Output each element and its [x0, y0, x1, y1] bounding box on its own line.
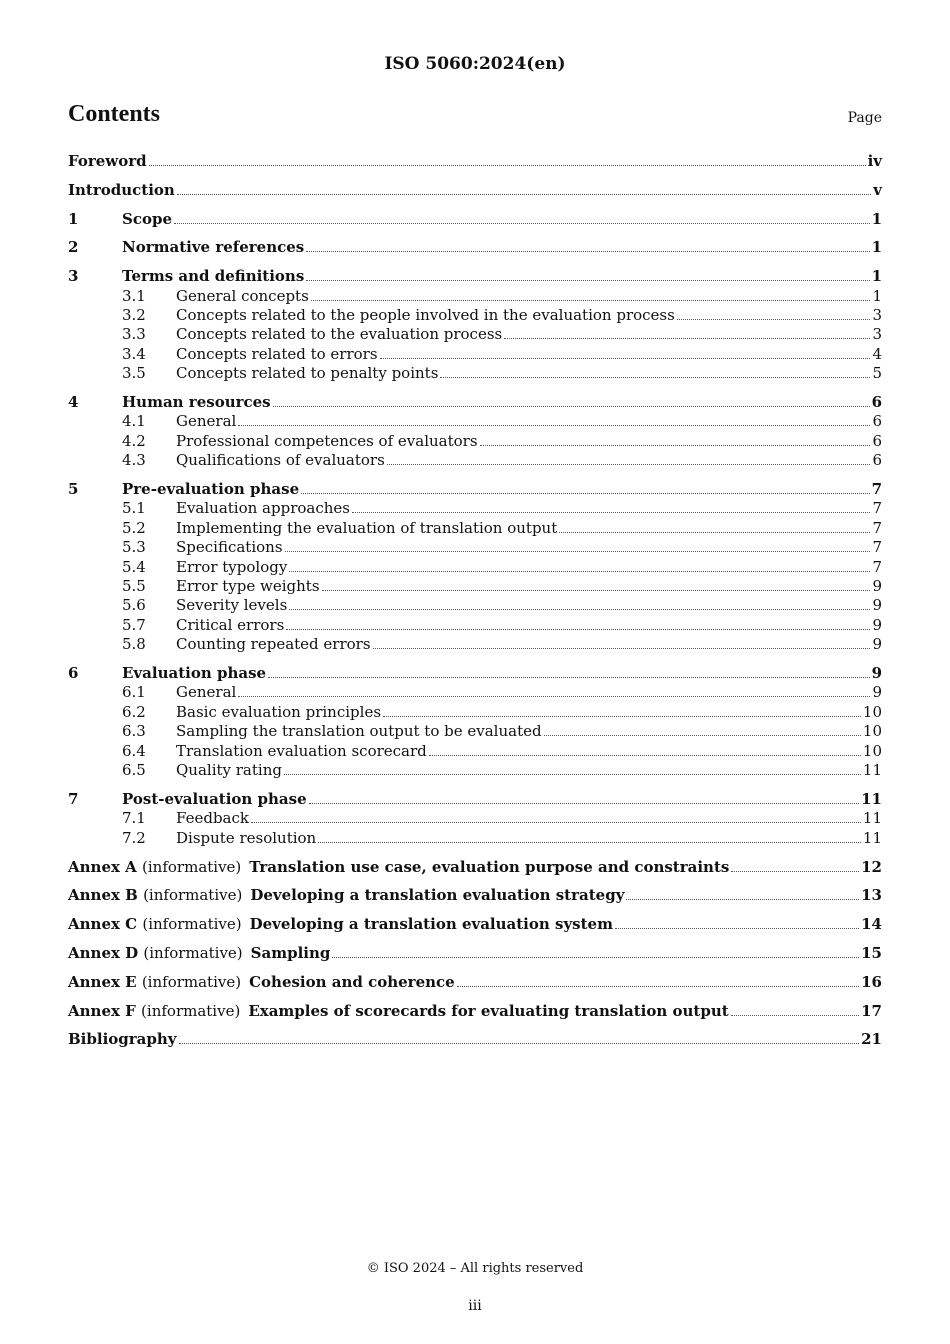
entry-page: iv: [867, 152, 882, 170]
annex-heading: [68, 1002, 248, 1021]
dot-leader: [286, 629, 870, 630]
subsection-number: 4.3: [122, 451, 146, 470]
subsection-page: 7: [872, 499, 882, 518]
entry-title: Foreword: [68, 152, 147, 170]
annex-label: Annex E: [68, 972, 137, 991]
subsection-page: 9: [872, 596, 882, 615]
subsection-page: 1: [872, 286, 882, 305]
section-page: 7: [871, 480, 882, 499]
dot-leader: [238, 696, 870, 697]
subsection-page: 6: [872, 451, 882, 470]
toc-entry[interactable]: [68, 412, 882, 431]
subsection-page: 9: [872, 577, 882, 596]
subsection-page: 11: [862, 761, 882, 780]
toc-entry[interactable]: [68, 393, 882, 412]
annex-title: Developing a translation evaluation system: [249, 915, 613, 934]
toc-entry[interactable]: [68, 306, 882, 325]
toc-entry[interactable]: [68, 287, 882, 306]
annex-informative: (informative): [141, 972, 242, 991]
annex-title: Examples of scorecards for evaluating translation output: [248, 1001, 729, 1020]
subsection-title: Counting repeated errors: [176, 635, 371, 654]
annex-label: Annex A: [68, 857, 137, 876]
subsection-title: Qualifications of evaluators: [176, 451, 385, 470]
document-id: ISO 5060:2024(en): [384, 54, 566, 74]
subsection-title: Translation evaluation scorecard: [176, 741, 427, 760]
section-number: 6: [68, 664, 79, 683]
dot-leader: [306, 251, 869, 252]
section-title: Pre-evaluation phase: [122, 480, 300, 499]
subsection-page: 7: [872, 557, 882, 576]
annex-informative: (informative): [143, 886, 243, 905]
subsection-number: 5.2: [122, 518, 146, 537]
annex-title: Sampling: [250, 943, 331, 962]
annex-title: Cohesion and coherence: [249, 972, 455, 991]
dot-leader: [373, 648, 871, 649]
subsection-title: General: [176, 683, 237, 702]
annex-informative: (informative): [142, 915, 242, 934]
subsection-title: Concepts related to the people involved in the evaluation process: [176, 306, 675, 324]
section-title: Post-evaluation phase: [122, 789, 307, 808]
annex-page: 13: [861, 886, 882, 905]
annex-page: 15: [861, 943, 882, 962]
toc-entry[interactable]: [68, 152, 882, 171]
page-column-label: Page: [847, 110, 882, 126]
subsection-title: Implementing the evaluation of translation output: [176, 518, 558, 537]
dot-leader: [429, 755, 861, 756]
annex-heading: [68, 915, 250, 934]
subsection-number: 7.1: [122, 809, 146, 828]
annex-informative: (informative): [143, 943, 243, 962]
toc-entry[interactable]: [68, 683, 882, 702]
subsection-number: 3.1: [122, 286, 146, 305]
section-page: 11: [861, 789, 882, 808]
annex-heading: [68, 858, 249, 877]
dot-leader: [177, 194, 871, 195]
dot-leader: [284, 774, 861, 775]
subsection-page: 7: [872, 538, 882, 557]
toc-entry[interactable]: [68, 538, 882, 557]
dot-leader: [322, 590, 871, 591]
dot-leader: [332, 957, 859, 958]
annex-label: Annex C: [68, 915, 138, 934]
dot-leader: [615, 928, 859, 929]
toc-entry[interactable]: [68, 829, 882, 848]
dot-leader: [285, 551, 871, 552]
subsection-page: 10: [862, 722, 882, 741]
toc-entry[interactable]: [68, 915, 882, 934]
dot-leader: [440, 377, 870, 378]
annex-title: Developing a translation evaluation strategy: [250, 886, 625, 905]
section-number: 2: [68, 238, 79, 257]
subsection-title: General concepts: [176, 286, 309, 305]
subsection-number: 5.7: [122, 615, 146, 634]
copyright-notice: © ISO 2024 – All rights reserved: [366, 1261, 584, 1276]
dot-leader: [731, 871, 859, 872]
dot-leader: [626, 899, 859, 900]
subsection-number: 3.3: [122, 325, 146, 344]
toc-entry[interactable]: [68, 364, 882, 383]
subsection-page: 10: [862, 702, 882, 721]
subsection-number: 6.1: [122, 683, 146, 702]
section-page: 1: [871, 267, 882, 286]
section-number: 1: [68, 209, 79, 228]
dot-leader: [268, 677, 870, 678]
toc-entry[interactable]: [68, 1002, 882, 1021]
dot-leader: [559, 532, 870, 533]
subsection-number: 4.2: [122, 431, 146, 450]
annex-informative: (informative): [141, 1001, 241, 1020]
entry-page: 21: [861, 1030, 882, 1049]
toc-entry[interactable]: [68, 596, 882, 615]
subsection-title: Professional competences of evaluators: [176, 431, 478, 450]
toc-entry[interactable]: [68, 973, 882, 992]
subsection-page: 11: [862, 809, 882, 828]
toc-entry[interactable]: [68, 181, 882, 200]
subsection-number: 4.1: [122, 412, 146, 431]
section-page: 6: [871, 393, 882, 412]
dot-leader: [289, 571, 870, 572]
annex-heading: [68, 944, 251, 963]
annex-label: Annex D: [68, 943, 139, 962]
toc-entry[interactable]: [68, 499, 882, 518]
toc-entry[interactable]: [68, 519, 882, 538]
dot-leader: [352, 512, 870, 513]
subsection-title: Basic evaluation principles: [176, 702, 382, 721]
dot-leader: [383, 716, 861, 717]
entry-title: Bibliography: [68, 1030, 177, 1049]
annex-informative: (informative): [142, 857, 242, 876]
section-title: Evaluation phase: [122, 664, 267, 683]
subsection-number: 5.6: [122, 596, 146, 615]
dot-leader: [544, 735, 861, 736]
subsection-page: 9: [872, 683, 882, 702]
toc-entry[interactable]: [68, 809, 882, 828]
subsection-page: 6: [872, 412, 882, 431]
subsection-number: 5.1: [122, 499, 146, 518]
subsection-title: Error type weights: [176, 577, 320, 596]
toc-entry[interactable]: [68, 238, 882, 257]
toc-entry[interactable]: [68, 345, 882, 364]
subsection-number: 6.2: [122, 702, 146, 721]
subsection-number: 6.4: [122, 741, 146, 760]
dot-leader: [309, 803, 859, 804]
toc-entry[interactable]: [68, 432, 882, 451]
toc-entry[interactable]: [68, 558, 882, 577]
page-number: iii: [468, 1298, 482, 1314]
dot-leader: [677, 319, 871, 320]
subsection-title: Feedback: [176, 809, 249, 828]
dot-leader: [380, 358, 871, 359]
toc-entry[interactable]: [68, 577, 882, 596]
subsection-title: Sampling the translation output to be evaluated: [176, 722, 542, 741]
annex-heading: [68, 886, 250, 905]
subsection-title: Severity levels: [176, 596, 288, 615]
subsection-title: Evaluation approaches: [176, 499, 350, 518]
subsection-title: Concepts related to errors: [176, 344, 378, 363]
subsection-number: 5.4: [122, 557, 146, 576]
subsection-page: 9: [872, 635, 882, 654]
toc-entry[interactable]: [68, 790, 882, 809]
entry-page: v: [873, 180, 882, 199]
entry-title: Introduction: [68, 180, 175, 199]
subsection-number: 5.3: [122, 538, 146, 557]
subsection-title: Quality rating: [176, 761, 282, 780]
section-title: Scope: [122, 209, 173, 228]
subsection-number: 6.5: [122, 761, 146, 780]
dot-leader: [273, 406, 870, 407]
section-title: Normative references: [122, 238, 305, 257]
toc-entry[interactable]: [68, 451, 882, 470]
section-number: 7: [68, 789, 79, 808]
subsection-number: 3.4: [122, 344, 146, 363]
dot-leader: [311, 300, 871, 301]
toc-entry[interactable]: [68, 1030, 882, 1049]
subsection-number: 7.2: [122, 828, 146, 847]
dot-leader: [174, 223, 870, 224]
subsection-page: 9: [872, 615, 882, 634]
annex-label: Annex B: [68, 886, 138, 905]
dot-leader: [731, 1015, 859, 1016]
subsection-title: Error typology: [176, 557, 288, 576]
section-page: 9: [871, 664, 882, 683]
section-page: 1: [871, 238, 882, 257]
subsection-page: 3: [872, 325, 882, 344]
subsection-page: 4: [872, 344, 882, 363]
toc-entry[interactable]: [68, 761, 882, 780]
subsection-title: General: [176, 412, 237, 431]
toc-entry[interactable]: [68, 664, 882, 683]
toc-entry[interactable]: [68, 886, 882, 905]
dot-leader: [457, 986, 859, 987]
dot-leader: [149, 165, 866, 166]
section-number: 3: [68, 267, 79, 286]
toc-entry[interactable]: [68, 210, 882, 229]
subsection-page: 5: [872, 364, 882, 383]
dot-leader: [306, 280, 869, 281]
dot-leader: [318, 842, 861, 843]
toc-entry[interactable]: [68, 616, 882, 635]
annex-heading: [68, 973, 249, 992]
toc-entry[interactable]: [68, 722, 882, 741]
dot-leader: [289, 609, 870, 610]
subsection-page: 6: [872, 431, 882, 450]
toc-entry[interactable]: [68, 742, 882, 761]
subsection-number: 3.2: [122, 306, 146, 324]
toc-entry[interactable]: [68, 635, 882, 654]
annex-page: 16: [861, 972, 882, 991]
annex-page: 14: [861, 915, 882, 934]
section-title: Terms and definitions: [122, 267, 305, 286]
dot-leader: [301, 493, 869, 494]
section-page: 1: [871, 209, 882, 228]
toc-entry[interactable]: [68, 858, 882, 877]
subsection-title: Concepts related to the evaluation process: [176, 325, 503, 344]
subsection-title: Specifications: [176, 538, 283, 557]
dot-leader: [251, 822, 861, 823]
subsection-number: 5.8: [122, 635, 146, 654]
subsection-page: 10: [862, 741, 882, 760]
annex-page: 17: [861, 1001, 882, 1020]
toc-entry[interactable]: [68, 480, 882, 499]
subsection-number: 3.5: [122, 364, 146, 383]
section-number: 5: [68, 480, 79, 499]
annex-title: Translation use case, evaluation purpose and constraints: [249, 857, 730, 876]
page-title: Contents: [68, 101, 161, 127]
toc-entry[interactable]: [68, 325, 882, 344]
table-of-contents: [68, 152, 882, 1050]
toc-entry[interactable]: [68, 944, 882, 963]
dot-leader: [480, 445, 871, 446]
dot-leader: [179, 1043, 860, 1044]
subsection-page: 3: [872, 306, 882, 324]
section-number: 4: [68, 393, 79, 412]
subsection-title: Critical errors: [176, 615, 285, 634]
section-title: Human resources: [122, 393, 271, 412]
subsection-number: 6.3: [122, 722, 146, 741]
dot-leader: [238, 425, 870, 426]
dot-leader: [504, 338, 870, 339]
subsection-page: 11: [862, 828, 882, 847]
annex-label: Annex F: [68, 1001, 136, 1020]
subsection-number: 5.5: [122, 577, 146, 596]
toc-entry[interactable]: [68, 267, 882, 286]
subsection-title: Concepts related to penalty points: [176, 364, 439, 383]
subsection-page: 7: [872, 518, 882, 537]
dot-leader: [387, 464, 871, 465]
annex-page: 12: [861, 857, 882, 876]
subsection-title: Dispute resolution: [176, 828, 317, 847]
toc-entry[interactable]: [68, 703, 882, 722]
